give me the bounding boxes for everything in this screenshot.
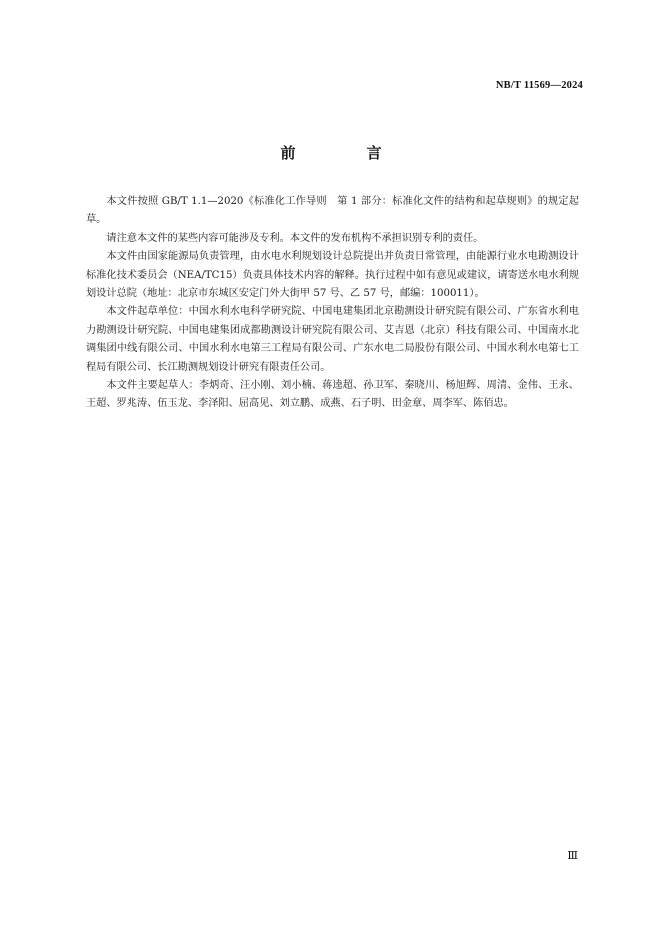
foreword-body (86, 193, 579, 414)
page-number: Ⅲ (567, 850, 578, 862)
paragraph-patent-notice: 请注意本文件的某些内容可能涉及专利。本文件的发布机构不承担识别专利的责任。 (106, 232, 484, 244)
paragraph-drafting-rules: 本文件按照 GB/T 1.1—2020《标准化工作导则 第 1 部分：标准化文件的结构和起草规则》的规定起草。 (86, 196, 579, 226)
paragraph-drafting-units: 本文件起草单位：中国水利水电科学研究院、中国电建集团北京勘测设计研究院有限公司、广东省水利电力勘测设计研究院、中国电建集团成都勘测设计研究院有限公司、艾吉恩（北京）科技有限公司、中国南水北调集团中线有限公司、中国水利水电第三工程局有限公司、广东水电二局股份有限公司、中国水利水电第七工程局有限公司、长江勘测规划设计研究有限责任公司。 (86, 306, 579, 373)
paragraph-drafters: 本文件主要起草人：李炳奇、汪小刚、刘小楠、蒋逵超、孙卫军、秦晓川、杨旭辉、周清、金伟、王永、王超、罗兆涛、伍玉龙、李泽阳、屈高见、刘立鹏、成燕、石子明、田金章、周李军、陈佰忠。 (86, 380, 579, 410)
page-title: 前 言 (280, 144, 410, 162)
standard-code: NB/T 11569—2024 (495, 80, 583, 91)
paragraph-management: 本文件由国家能源局负责管理，由水电水利规划设计总院提出并负责日常管理，由能源行业水电勘测设计标准化技术委员会（NEA/TC15）负责具体技术内容的解释。执行过程中如有意见或建议，请寄送水电水利规划设计总院（地址：北京市东城区安定门外大街甲 57 号、乙 57 号，邮编：100011）。 (86, 251, 579, 300)
